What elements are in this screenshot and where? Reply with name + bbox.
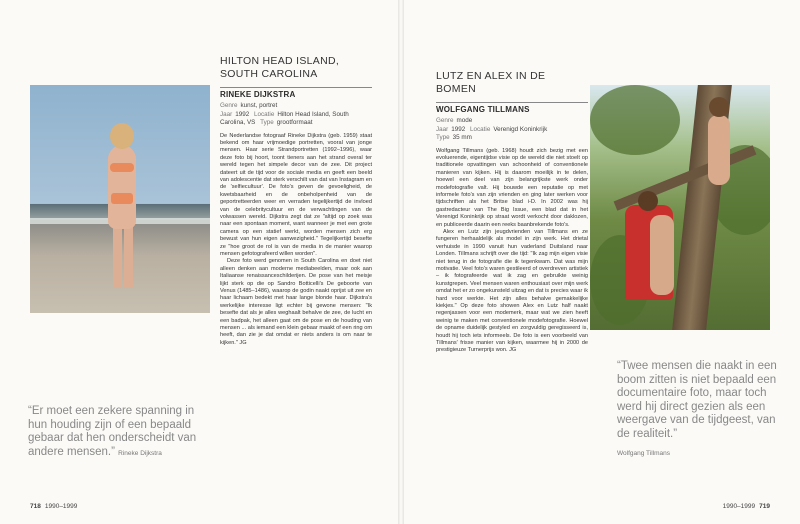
pull-quote <box>617 360 777 461</box>
meta-key: Locatie <box>470 125 491 133</box>
figure-head <box>110 123 134 149</box>
artist-name: RINEKE DIJKSTRA <box>220 90 296 99</box>
meta-key: Genre <box>220 102 238 109</box>
quote-attribution: Wolfgang Tillmans <box>617 450 670 457</box>
page-number: 718 <box>30 503 41 510</box>
meta-key: Locatie <box>254 110 275 118</box>
meta-value: Hilton Head Island, South Carolina, VS <box>220 110 349 126</box>
body-paragraph: Deze foto werd genomen in South Carolina en doet niet alleen denken aan moderne mediabeelden, maar ook aan Italiaanse renaissanceschilderijen. De pose van het meisje lijkt sterk op die op Sandro Botticelli's De geboorte van Venus (1485–1486), waarop de godin naakt oprijst uit zee en haar lichaam bedekt met haar lange blonde haar. Dijkstra's werkelijke interesse ligt echter bij gewone mensen: "Ik besefte dat als je alles weghaalt behalve de zee, de lucht en een badpak, het alleen gaat om de pose en de houding van mensen ... als iemand een klein gebaar maakt of een ring om heeft, dan zie je dat omdat er niets anders is om naar te kijken." JG <box>220 258 372 346</box>
body-paragraph: De Nederlandse fotograaf Rineke Dijkstra (geb. 1959) staat bekend om haar vrijmoedige portretten, vooral van jonge mensen. Haar serie Strandportretten (1992–1996), waar deze foto bij hoort, toont tieners aan het strand overal ter wereld tegen het simpele decor van de zee. Dit project dateert uit de tijd voor de sociale media en geeft een beeld van adolescentie dat sterk verschilt van dat van Instagram en de 'selfiecultuur'. De foto's geven de gevoeligheid, de kwetsbaarheid en de onbeholpenheid van de geportretteerden weer en verraden tegelijkertijd de invloed van de celebritycultuur en de verwachtingen van de volwassen wereld. Dijkstra zegt dat ze "altijd op zoek was naar een spontaan moment, want wanneer je met een grote camera op een statief werkt, worden mensen zich erg bewust van hun eigen aanwezigheid." Tegelijkertijd besefte ze "hoe groot de rol is van de media in de manier waarop mensen gefotografeerd willen worden". <box>220 132 372 257</box>
meta-key: Type <box>260 119 274 126</box>
meta-value: 35 mm <box>452 134 472 141</box>
meta-key: Genre <box>436 117 454 124</box>
figure-lower-head <box>638 191 658 211</box>
meta-key: Jaar <box>220 110 233 118</box>
pull-quote <box>28 405 198 460</box>
quote-text: “Twee mensen die naakt in een boom zitten is niet bepaald een documentaire foto, maar toch werd hij direct gezien als een weergave van de tijdgeest, van de realiteit.” <box>617 360 777 440</box>
artist-name: WOLFGANG TILLMANS <box>436 105 530 114</box>
meta-value: grootformaat <box>276 119 313 126</box>
beach-portrait-photo <box>30 85 210 313</box>
page-gutter <box>398 0 404 524</box>
quote-text: “Er moet een zekere spanning in hun houding zijn of een bepaald gebaar dat hen onderscheidt van andere mensen.” <box>28 405 197 458</box>
figure-upper <box>708 115 730 185</box>
meta-key: Type <box>436 134 450 141</box>
article-body <box>436 148 588 355</box>
meta-value: 1992 <box>451 125 466 133</box>
figure-upper-head <box>709 97 729 117</box>
article-body <box>220 133 372 348</box>
figure-body <box>108 145 136 229</box>
quote-attribution: Rineke Dijkstra <box>118 449 162 457</box>
article-title: LUTZ EN ALEX IN DE BOMEN <box>436 70 546 95</box>
meta-value: Verenigd Koninkrijk <box>493 125 548 133</box>
right-article <box>436 70 588 355</box>
period-label: 1990–1999 <box>722 503 756 510</box>
figure-legs <box>113 225 133 287</box>
meta-value: mode <box>456 117 473 124</box>
body-paragraph: Alex en Lutz zijn jeugdvrienden van Tillmans en ze fungeren herhaaldelijk als model in zijn werk. Het drietal verhuisde in 1990 vanuit hun vaderland Duitsland naar Londen. Tillmans schrijft over die tijd: "Ik zag mijn eigen visie niet terug in de fotografie die ik tegenkwam. Dat was mijn motivatie. Veel foto's waren gestileerd of overdreven artistiek – ik fotografeerde wat ik zag en gebruikte weinig kunstgrepen. Veel mensen waren enthousiast over mijn werk omdat het er zo ongekunsteld uitzag en dat is precies waar ik hard voor werkte. Het zijn alles behalve gemakkelijke kiekjes." Op deze foto showen Alex en Lutz half naakt regenjassen voor een modemerk, maar wat we zien heeft weinig te maken met conventionele modefotografie. Hoewel de opname duidelijk gestyled en zorgvuldig geregisseerd is, houdt hij toch iets informeels. De foto is een voorbeeld van Tillmans' frisse manier van kijken, waarmee hij in 2000 de prestigieuze Turnerprijs won. JG <box>436 228 588 354</box>
bikini-top <box>110 163 134 172</box>
artist-bar <box>436 102 588 114</box>
foliage <box>590 85 680 155</box>
meta-value: kunst, portret <box>240 102 278 109</box>
artwork-meta <box>220 102 372 128</box>
bikini-bottom <box>111 193 133 204</box>
left-folio <box>30 503 77 510</box>
figure-lower <box>650 215 674 295</box>
meta-key: Jaar <box>436 125 449 133</box>
meta-value: 1992 <box>235 110 250 118</box>
left-article <box>220 55 372 347</box>
page-number: 719 <box>759 503 770 510</box>
article-title: HILTON HEAD ISLAND, SOUTH CAROLINA <box>220 55 340 80</box>
body-paragraph: Wolfgang Tillmans (geb. 1968) houdt zich bezig met een evoluerende, eigentijdse visie op de wereld die niet stoelt op traditionele opvattingen van schoonheid of conventionele manieren van kijken. Hij is daarom moeilijk in te delen, hoewel een deel van zijn belangrijkste werk onder modefotografie valt. Hij bouwde een reputatie op met informele foto's van zijn vrienden en ging later werken voor tijdschriften als het Britse blad i-D. In 2002 was hij gastredacteur van The Big Issue, een blad dat in het Verenigd Koninkrijk op straat wordt verkocht door daklozen, en publiceerde daarin een reeks baanbrekende foto's. <box>436 147 588 228</box>
artwork-meta <box>436 117 588 143</box>
artist-bar <box>220 87 372 99</box>
period-label: 1990–1999 <box>44 503 78 510</box>
right-folio <box>723 503 770 510</box>
tree-photo <box>590 85 770 330</box>
